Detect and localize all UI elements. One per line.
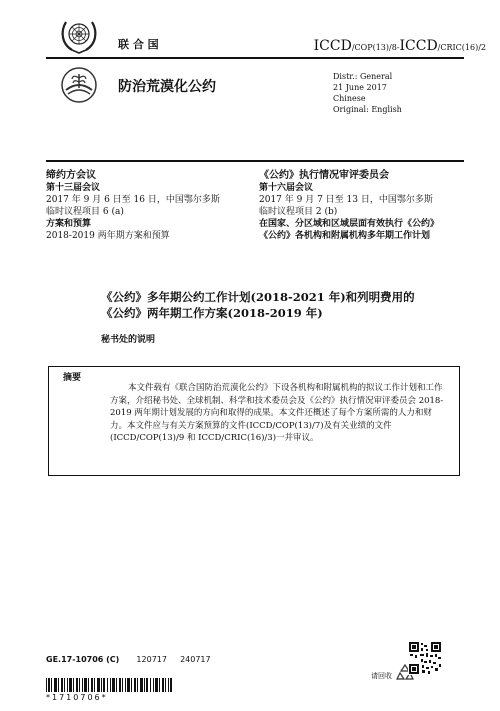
un-name: 联 合 国 [118,38,159,51]
unccd-logo-icon [60,66,98,104]
symbol-main: ICCD [399,38,438,54]
meeting-body: 《公约》执行情况审评委员会 [259,170,389,181]
symbol-main: ICCD [313,38,352,54]
job-number-line [46,654,211,665]
distribution-info [333,71,402,115]
job-number: GE.17-10706 (C) [46,655,120,664]
title-line: 《公约》两年期工作方案(2018-2019 年) [101,306,323,320]
meeting-dates: 2017 年 9 月 6 日至 16 日，中国鄂尔多斯 [46,195,220,205]
barcode-icon [46,678,172,692]
meeting-dates: 2017 年 9 月 7 日至 13 日，中国鄂尔多斯 [259,195,433,205]
issue-date: 21 June 2017 [333,83,387,92]
qr-code-icon [408,641,442,675]
top-rule [46,57,464,59]
item-subtitle: 《公约》各机构和附属机构多年期工作计划 [259,231,431,241]
document-symbol [314,38,486,54]
processing-date: 120717 [136,655,167,664]
right-meeting-info [259,169,469,242]
meeting-session: 第十六届会议 [259,183,314,193]
symbol-sub: /CRIC(16)/2 [437,43,486,52]
title-line: 《公约》多年期公约工作计划(2018-2021 年)和列明费用的 [101,290,415,304]
barcode-text: *1710706* [46,693,108,702]
abstract-text: 本文件载有《联合国防治荒漠化公约》下设各机构和附属机构的拟议工作计划和工作方案，介绍秘书处、全球机制、科学和技术委员会及《公约》执行情况审评委员会 2018-2019 两年期计划发展的方向和取得的成果。本文件还概述了每个方案所需的人力和财力。本文件应与有关方案预算的文件(ICCD/COP(13)/7)及有关业绩的文件(ICCD/COP(13)/9 和 ICCD/CRIC(16)/3)一并审议。 [110,383,444,443]
symbol-sub: /COP(13)/8- [351,43,400,52]
item-subtitle: 2018-2019 两年期方案和预算 [46,231,170,241]
distr: Distr.: General [333,72,393,81]
abstract-label: 摘要 [63,373,82,383]
convention-name: 防治荒漠化公约 [118,79,216,95]
language: Chinese [333,94,366,103]
secretariat-note: 秘书处的说明 [101,335,156,345]
agenda-item: 临时议程项目 6 (a) [46,207,124,217]
item-title: 在国家、分区域和区域层面有效执行《公约》 [259,219,440,229]
meeting-session: 第十三届会议 [46,183,101,193]
item-title: 方案和预算 [46,219,92,229]
processing-date: 240717 [180,655,211,664]
meeting-body: 缔约方会议 [46,170,96,181]
header-rule [46,160,464,162]
document-title [101,289,461,321]
recycle-label: 请回收 [371,672,392,680]
original-language: Original: English [333,105,402,114]
left-meeting-info [46,169,246,242]
agenda-item: 临时议程项目 2 (b) [259,207,338,217]
un-emblem-icon [58,14,100,56]
